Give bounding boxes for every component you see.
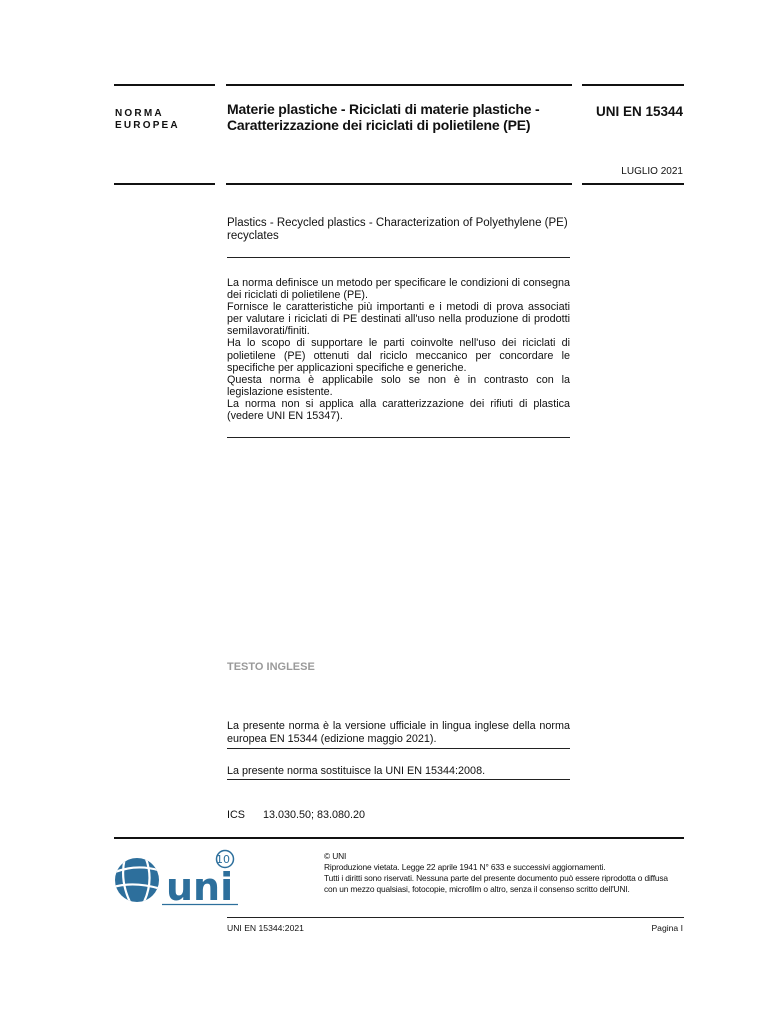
uni-logo [112,844,272,910]
english-title-line2: recyclates [227,230,279,242]
subheader-rule-center [226,183,572,185]
english-title-line1: Plastics - Recycled plastics - Characterization of Polyethylene (PE) [227,217,568,229]
globe-icon [112,854,164,906]
abstract [227,277,570,422]
ics-value: 13.030.50; 83.080.20 [263,809,366,821]
replaces-rule [227,779,570,780]
logo-badge-text: 10 [216,853,230,866]
official-version-note: La presente norma è la versione ufficiale in lingua inglese della norma europea EN 15344 (edizione maggio 2021). [227,720,570,745]
abstract-paragraph: La norma non si applica alla caratterizzazione dei rifiuti di plastica (vedere UNI EN 15347). [227,397,570,423]
footer-rule [114,837,684,839]
english-title [227,217,572,243]
english-title-rule [227,257,570,258]
replaces-note: La presente norma sostituisce la UNI EN 15344:2008. [227,765,486,777]
document-title [227,101,572,133]
header-rule-center [226,84,572,86]
publication-date: LUGLIO 2021 [621,166,683,177]
abstract-paragraph: Ha lo scopo di supportare le parti coinvolte nell'uso dei riciclati di polietilene (PE) ottenuti dal riciclo meccanico per concordare le specifiche per applicazioni specifiche e generiche. [227,337,570,374]
abstract-paragraph: Fornisce le caratteristiche più importanti e i metodi di prova associati per valutare i riciclati di PE destinati all'uso nella produzione di prodotti semilavorati/finiti. [227,301,570,338]
copyright-line: © UNI [324,851,347,861]
page-footer-rule [227,917,684,918]
abstract-paragraph: Questa norma è applicabile solo se non è in contrasto con la legislazione esistente. [227,373,570,398]
subheader-rule-left [114,183,215,185]
norma-label-line1: NORMA [115,108,164,119]
language-note: TESTO INGLESE [227,661,315,673]
norma-label-line2: EUROPEA [115,120,180,131]
footer-page-number: Pagina I [651,923,683,933]
standard-code: UNI EN 15344 [595,104,683,119]
footer-document-id: UNI EN 15344:2021 [227,923,304,933]
header-rule-left [114,84,215,86]
abstract-rule [227,437,570,438]
ics-label: ICS [227,809,245,821]
header-rule-right [582,84,684,86]
abstract-paragraph: La norma definisce un metodo per specificare le condizioni di consegna dei riciclati di polietilene (PE). [227,277,570,302]
copyright-line: Tutti i diritti sono riservati. Nessuna parte del presente documento può essere riprodotta o diffusa [324,873,668,883]
title-line1: Materie plastiche - Riciclati di materie plastiche - [227,101,540,117]
norma-europea-label [115,108,180,132]
copyright-block [324,851,684,895]
copyright-line: Riproduzione vietata. Legge 22 aprile 1941 N° 633 e successivi aggiornamenti. [324,862,606,872]
logo-wordmark: uni [166,865,234,909]
anniversary-badge-icon [216,851,234,868]
title-line2: Caratterizzazione dei riciclati di polietilene (PE) [227,117,531,133]
official-version-rule [227,748,570,749]
copyright-line: con un mezzo qualsiasi, fotocopie, microfilm o altro, senza il consenso scritto dell'UNI. [324,884,630,894]
subheader-rule-right [582,183,684,185]
